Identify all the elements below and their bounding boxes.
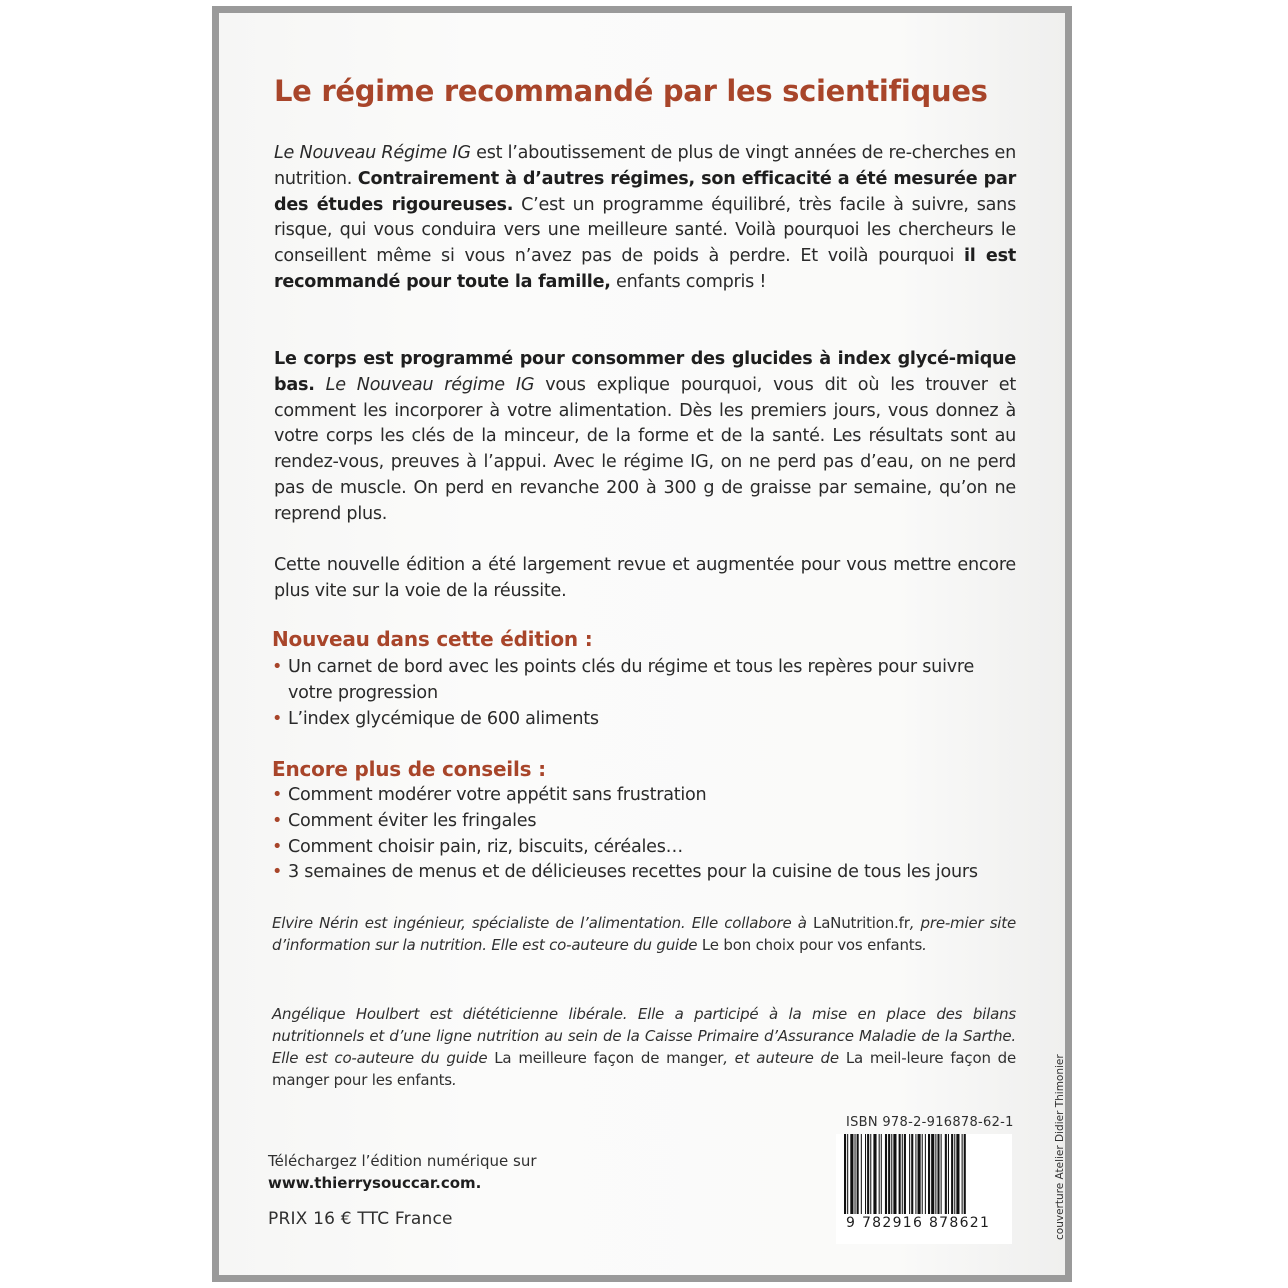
list-item [272, 835, 1014, 861]
list-item [272, 809, 1014, 835]
barcode-bar [847, 1134, 848, 1214]
bold-text: Contrairement à d’autres régimes, son efficacité a été mesurée par des études rigoureuses. [274, 168, 1016, 215]
barcode-bar [902, 1134, 903, 1214]
barcode-bar [922, 1134, 923, 1214]
advice-list [272, 783, 1014, 886]
list-item [272, 783, 1014, 809]
text-run: , pre-mier site d’information sur la nutrition. Elle est co-auteure du guide [272, 914, 1016, 954]
barcode-bar [964, 1134, 966, 1214]
barcode-bar [899, 1134, 901, 1214]
text-run [315, 375, 326, 395]
text-run: Elvire Nérin est ingénieur, spécialiste de l’alimentation. Elle collabore à [272, 914, 814, 932]
barcode-bar [867, 1134, 869, 1214]
book-title: La meil-leure façon de manger pour les enfants [272, 1049, 1017, 1089]
barcode-bar [956, 1134, 959, 1214]
barcode-bar [865, 1134, 866, 1214]
edition-paragraph: Cette nouvelle édition a été largement revue et augmentée pour vous mettre encore plus vite sur la voie de la réussite. [274, 555, 1016, 601]
list-item [272, 655, 1014, 707]
website-name: LaNutrition.fr [813, 914, 910, 932]
barcode-bar [844, 1134, 846, 1214]
text-run: C’est un programme équilibré, très facile à suivre, sans risque, qui vous conduira vers une meilleure santé. Voilà pourquoi les chercheurs le conseillent même si vous n’avez pas de poids à perdre. Et voilà pourquoi [274, 194, 1016, 267]
barcode-bar [935, 1134, 936, 1214]
barcode-bar [857, 1134, 859, 1214]
headline: Le régime recommandé par les scientifiques [274, 74, 988, 108]
barcode-bar [873, 1134, 876, 1214]
new-features-list [272, 655, 1014, 732]
barcode-bar [962, 1134, 963, 1214]
list-item-text: Un carnet de bord avec les points clés du régime et tous les repères pour suivre votre progression [288, 657, 975, 703]
barcode-number: 9 782916 878621 [846, 1215, 991, 1231]
barcode-bar [904, 1134, 906, 1214]
text-run: Angélique Houlbert est diététicienne libérale. Elle a participé à la mise en place des bilans nutritionnels et d’une ligne nutrition au sein de la Caisse Primaire d’Assurance Maladie de la Sarthe. Elle est co-auteure du guide [272, 1005, 1016, 1067]
bold-text: il est recommandé pour toute la famille, [274, 246, 1016, 292]
barcode-bar [915, 1134, 916, 1214]
text-run: , et auteure de [723, 1049, 846, 1067]
barcode-bar [931, 1134, 934, 1214]
list-item-text: 3 semaines de menus et de délicieuses recettes pour la cuisine de tous les jours [288, 862, 978, 883]
isbn-label: ISBN 978-2-916878-62-1 [846, 1115, 1014, 1130]
intro-paragraph [274, 141, 1016, 296]
barcode-bar [937, 1134, 939, 1214]
list-item-text: Comment choisir pain, riz, biscuits, céréales… [288, 836, 683, 857]
bullet-icon: • [272, 657, 283, 677]
publisher-link[interactable]: www.thierrysouccar.com. [268, 1174, 482, 1192]
list-item [272, 707, 1014, 733]
text-run: . [451, 1071, 457, 1089]
bullet-icon: • [272, 785, 283, 805]
barcode-bar [909, 1134, 910, 1214]
barcode-bar [951, 1134, 953, 1214]
barcode-bar [850, 1134, 853, 1214]
section-title-new: Nouveau dans cette édition : [272, 627, 593, 651]
barcode-bar [941, 1134, 942, 1214]
list-item-text: L’index glycémique de 600 aliments [288, 708, 599, 729]
barcode-bar [918, 1134, 921, 1214]
barcode-bar [893, 1134, 896, 1214]
text-run: est l’aboutissement de plus de vingt années de re-cherches en nutrition. [274, 143, 1016, 189]
book-title-italic: Le Nouveau Régime IG [274, 143, 471, 163]
guide-title: La meilleure façon de manger [494, 1049, 724, 1067]
barcode-bar [911, 1134, 913, 1214]
barcode-bar [891, 1134, 892, 1214]
barcode-bar [879, 1134, 880, 1214]
digital-edition-note [268, 1150, 537, 1194]
cover-credit: couverture Atelier Didier Thimonier [1054, 1054, 1066, 1240]
barcode-bar [925, 1134, 926, 1214]
barcode-bar [928, 1134, 930, 1214]
bullet-icon: • [272, 862, 283, 883]
text-run: enfants compris ! [610, 271, 767, 292]
price-label: PRIX 16 € TTC France [268, 1209, 453, 1229]
text-run: vous explique pourquoi, vous dit où les trouver et comment les incorporer à votre alimentation. Dès les premiers jours, vous donnez à votre corps les clés de la minceur, de la forme et de la santé. Les résultats sont au rendez-vous, preuves à l’appui. Avec le régime IG, on ne perd pas d’eau, on ne perd pas de muscle. On perd en revanche 200 à 300 g de graisse par semaine, qu’on ne reprend plus. [274, 374, 1016, 524]
book-title-italic: Le Nouveau régime IG [325, 374, 535, 395]
barcode-bar [881, 1134, 882, 1214]
list-item-text: Comment éviter les fringales [288, 810, 537, 831]
barcode-bar [945, 1134, 947, 1214]
guide-title: Le bon choix pour vos enfants [701, 936, 923, 954]
barcode-bar [948, 1134, 949, 1214]
barcode-bar [861, 1134, 862, 1214]
bullet-icon: • [272, 810, 283, 831]
barcode-bar [885, 1134, 887, 1214]
text-run: . [922, 936, 927, 954]
barcode-bar [888, 1134, 890, 1214]
bullet-icon: • [272, 836, 283, 857]
bullet-icon: • [272, 708, 283, 729]
bold-text: Le corps est programmé pour consommer des glucides à index glycé-mique bas. [274, 349, 1016, 395]
section-title-advice: Encore plus de conseils : [272, 757, 546, 781]
author-bio-houlbert [272, 1003, 1016, 1091]
barcode-bar [870, 1134, 871, 1214]
list-item-text: Comment modérer votre appétit sans frustration [288, 785, 707, 805]
author-bio-nerin [272, 912, 1016, 956]
barcode-bars [836, 1134, 1012, 1214]
body-paragraph [274, 347, 1016, 528]
barcode-bar [855, 1134, 856, 1214]
download-label: Téléchargez l’édition numérique sur [268, 1152, 537, 1170]
barcode-bar [954, 1134, 955, 1214]
list-item [272, 860, 1014, 886]
